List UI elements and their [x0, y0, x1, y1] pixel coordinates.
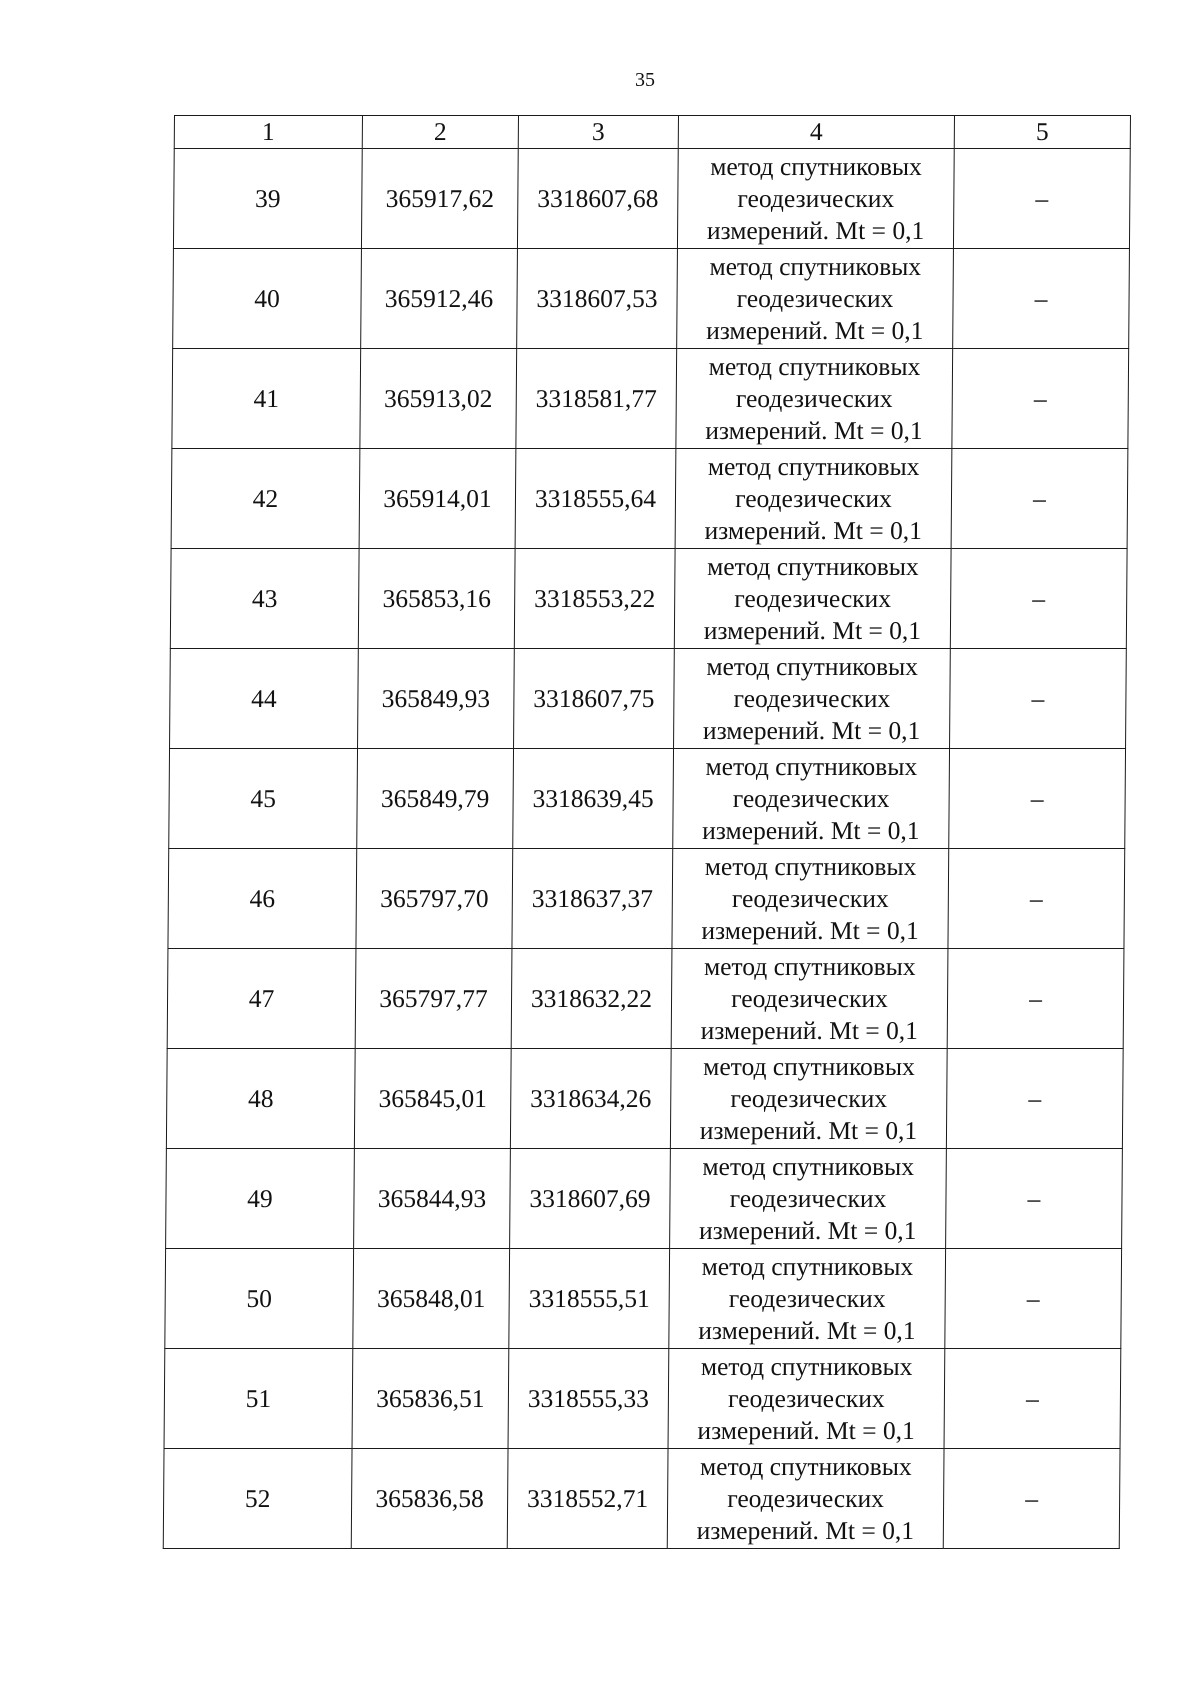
x-coordinate-cell: 365836,58 [351, 1449, 508, 1549]
x-coordinate-cell: 365853,16 [358, 549, 515, 649]
method-line: измерений. Mt = 0,1 [705, 415, 923, 445]
method-line: метод спутниковых [704, 851, 917, 881]
method-line: геодезических [727, 1383, 885, 1413]
point-number-cell: 45 [169, 749, 358, 849]
method-description-cell [674, 549, 951, 649]
point-number-cell: 40 [173, 249, 362, 349]
x-coordinate-cell: 365848,01 [353, 1249, 510, 1349]
method-description-cell [667, 1449, 944, 1549]
method-line: измерений. Mt = 0,1 [703, 615, 922, 645]
table-row [170, 649, 1127, 749]
point-number-cell: 41 [172, 349, 361, 449]
method-line: метод спутниковых [699, 1451, 912, 1481]
method-line: геодезических [735, 383, 893, 413]
column-header-2: 2 [362, 116, 518, 149]
y-coordinate-cell: 3318634,26 [510, 1049, 671, 1149]
point-number-cell: 51 [164, 1349, 353, 1449]
method-line: метод спутниковых [705, 751, 918, 781]
note-cell: – [946, 1149, 1123, 1249]
table-row [167, 949, 1124, 1049]
x-coordinate-cell: 365844,93 [354, 1149, 511, 1249]
note-cell: – [946, 1049, 1123, 1149]
method-line: измерений. Mt = 0,1 [706, 215, 925, 245]
column-header-3: 3 [518, 116, 678, 149]
method-description-cell [674, 649, 951, 749]
method-description-cell [676, 349, 953, 449]
point-number-cell: 52 [163, 1449, 352, 1549]
method-line: измерений. Mt = 0,1 [698, 1315, 916, 1345]
note-cell: – [951, 449, 1128, 549]
method-line: метод спутниковых [707, 551, 919, 581]
note-cell: – [950, 649, 1127, 749]
note-cell: – [950, 549, 1127, 649]
method-line: метод спутниковых [708, 351, 921, 381]
table-header-row [174, 116, 1130, 149]
method-line: геодезических [731, 983, 889, 1013]
y-coordinate-cell: 3318607,53 [517, 249, 678, 349]
method-description-cell [677, 149, 954, 249]
x-coordinate-cell: 365797,77 [355, 949, 512, 1049]
method-line: измерений. Mt = 0,1 [697, 1415, 915, 1445]
method-description-cell [669, 1249, 946, 1349]
method-description-cell [668, 1349, 945, 1449]
table-row [165, 1249, 1122, 1349]
method-line: метод спутниковых [703, 1051, 915, 1081]
x-coordinate-cell: 365845,01 [354, 1049, 511, 1149]
method-line: геодезических [729, 1183, 887, 1213]
table-row [173, 249, 1130, 349]
y-coordinate-cell: 3318607,68 [517, 149, 678, 249]
method-line: геодезических [736, 283, 894, 313]
y-coordinate-cell: 3318607,75 [514, 649, 675, 749]
y-coordinate-cell: 3318555,51 [509, 1249, 670, 1349]
method-description-cell [672, 849, 949, 949]
y-coordinate-cell: 3318553,22 [514, 549, 675, 649]
table-row [169, 749, 1126, 849]
table-row [173, 149, 1130, 249]
y-coordinate-cell: 3318639,45 [513, 749, 674, 849]
note-cell: – [949, 749, 1126, 849]
point-number-cell: 44 [170, 649, 359, 749]
note-cell: – [943, 1449, 1120, 1549]
y-coordinate-cell: 3318555,64 [515, 449, 676, 549]
table-row [171, 449, 1128, 549]
column-header-4: 4 [678, 116, 954, 149]
method-line: измерений. Mt = 0,1 [700, 1015, 919, 1045]
column-header-1: 1 [174, 116, 362, 149]
method-line: метод спутниковых [703, 951, 916, 981]
point-number-cell: 43 [170, 549, 359, 649]
method-line: геодезических [730, 1083, 888, 1113]
table-row [163, 1449, 1120, 1549]
method-description-cell [675, 449, 952, 549]
method-line: геодезических [731, 883, 889, 913]
method-line: измерений. Mt = 0,1 [696, 1515, 915, 1545]
method-description-cell [677, 249, 954, 349]
x-coordinate-cell: 365914,01 [359, 449, 516, 549]
page-number: 35 [635, 69, 655, 91]
note-cell: – [944, 1349, 1121, 1449]
x-coordinate-cell: 365797,70 [356, 849, 513, 949]
method-line: измерений. Mt = 0,1 [702, 815, 920, 845]
method-line: измерений. Mt = 0,1 [701, 915, 919, 945]
table-row [166, 1049, 1123, 1149]
y-coordinate-cell: 3318581,77 [516, 349, 677, 449]
point-number-cell: 42 [171, 449, 360, 549]
method-line: геодезических [737, 183, 895, 213]
method-line: измерений. Mt = 0,1 [698, 1215, 917, 1245]
note-cell: – [948, 849, 1125, 949]
method-description-cell [670, 1149, 947, 1249]
method-line: метод спутниковых [710, 151, 922, 181]
point-number-cell: 39 [173, 149, 362, 249]
method-line: метод спутниковых [709, 251, 922, 281]
x-coordinate-cell: 365917,62 [361, 149, 518, 249]
method-line: геодезических [728, 1283, 886, 1313]
x-coordinate-cell: 365913,02 [360, 349, 517, 449]
point-number-cell: 49 [166, 1149, 355, 1249]
point-number-cell: 48 [166, 1049, 355, 1149]
table-row [168, 849, 1125, 949]
coordinates-table [163, 115, 1131, 1549]
y-coordinate-cell: 3318637,37 [512, 849, 673, 949]
method-line: измерений. Mt = 0,1 [702, 715, 921, 745]
note-cell: – [947, 949, 1124, 1049]
table-row [166, 1149, 1123, 1249]
note-cell: – [953, 149, 1130, 249]
y-coordinate-cell: 3318552,71 [507, 1449, 668, 1549]
table-row [170, 549, 1127, 649]
note-cell: – [952, 349, 1129, 449]
point-number-cell: 50 [165, 1249, 354, 1349]
table-row [164, 1349, 1121, 1449]
method-line: метод спутниковых [706, 651, 919, 681]
x-coordinate-cell: 365849,79 [357, 749, 514, 849]
method-line: измерений. Mt = 0,1 [704, 515, 923, 545]
method-line: измерений. Mt = 0,1 [699, 1115, 918, 1145]
method-line: метод спутниковых [701, 1251, 914, 1281]
method-line: метод спутниковых [700, 1351, 913, 1381]
method-description-cell [673, 749, 950, 849]
note-cell: – [945, 1249, 1122, 1349]
y-coordinate-cell: 3318632,22 [511, 949, 672, 1049]
point-number-cell: 46 [168, 849, 357, 949]
table-body [163, 149, 1130, 1549]
point-number-cell: 47 [167, 949, 356, 1049]
note-cell: – [953, 249, 1130, 349]
column-header-5: 5 [954, 116, 1130, 149]
y-coordinate-cell: 3318607,69 [510, 1149, 671, 1249]
method-line: метод спутниковых [702, 1151, 915, 1181]
method-line: геодезических [733, 683, 891, 713]
x-coordinate-cell: 365836,51 [352, 1349, 509, 1449]
method-line: метод спутниковых [707, 451, 920, 481]
method-line: измерений. Mt = 0,1 [706, 315, 924, 345]
method-description-cell [671, 949, 948, 1049]
method-line: геодезических [734, 583, 892, 613]
x-coordinate-cell: 365912,46 [361, 249, 518, 349]
method-line: геодезических [735, 483, 892, 513]
method-line: геодезических [732, 783, 890, 813]
method-description-cell [670, 1049, 947, 1149]
table-row [172, 349, 1129, 449]
method-line: геодезических [727, 1483, 885, 1513]
x-coordinate-cell: 365849,93 [358, 649, 515, 749]
y-coordinate-cell: 3318555,33 [508, 1349, 669, 1449]
